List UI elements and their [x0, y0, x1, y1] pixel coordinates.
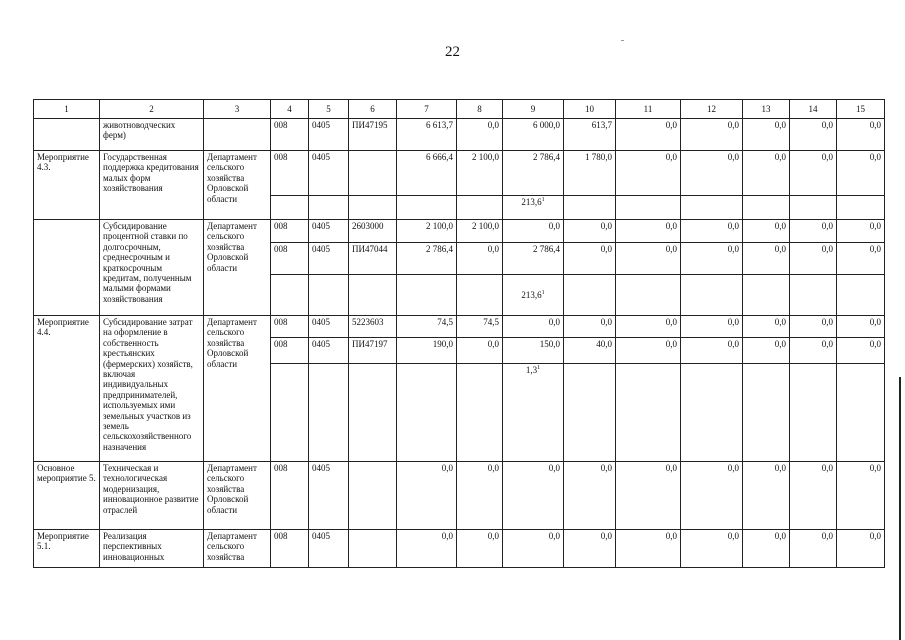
value-cell: 0,0	[790, 530, 837, 568]
value-cell: 74,5	[397, 316, 457, 338]
value-cell: 0,0	[616, 243, 681, 275]
value-cell: 0,0	[837, 530, 885, 568]
csr-cell	[349, 462, 397, 530]
value-cell: 0,0	[564, 243, 616, 275]
footnote-mark: 1	[541, 289, 545, 296]
code-cell: 008	[271, 151, 309, 196]
table-row-m51	[34, 530, 885, 568]
section-cell: 0405	[309, 530, 349, 568]
value-cell: 0,0	[564, 220, 616, 243]
value-cell: 0,0	[790, 220, 837, 243]
table-row-m43	[34, 151, 885, 196]
column-header: 11	[616, 100, 681, 119]
value-cell: 2 786,4	[397, 243, 457, 275]
csr-cell: ПИ47195	[349, 119, 397, 151]
value-cell: 0,0	[681, 119, 743, 151]
section-cell: 0405	[309, 151, 349, 196]
table-row-m44-a	[34, 316, 885, 338]
table-row-sub43-a	[34, 220, 885, 243]
code-cell: 008	[271, 119, 309, 151]
footnote-mark: 1	[537, 365, 541, 371]
column-header: 1	[34, 100, 100, 119]
value-cell: 40,0	[564, 338, 616, 364]
value-cell: 0,0	[743, 316, 790, 338]
code-cell: 008	[271, 462, 309, 530]
value-cell: 0,0	[837, 220, 885, 243]
column-header: 4	[271, 100, 309, 119]
value-cell: 0,0	[503, 530, 564, 568]
value-cell: 2 100,0	[457, 151, 503, 196]
value-cell: 0,0	[790, 151, 837, 196]
column-header: 3	[204, 100, 271, 119]
value-cell: 0,0	[457, 530, 503, 568]
csr-cell	[349, 530, 397, 568]
csr-cell	[349, 151, 397, 196]
column-header: 7	[397, 100, 457, 119]
value-cell: 0,0	[837, 338, 885, 364]
item-name-cell: Реализация перспективных инновационных	[100, 530, 204, 568]
item-label-cell	[34, 220, 100, 316]
csr-cell: ПИ47197	[349, 338, 397, 364]
value-cell: 0,0	[564, 530, 616, 568]
value-cell: 0,0	[457, 119, 503, 151]
item-name-cell: Государственная поддержка кредитования малых форм хозяйствования	[100, 151, 204, 220]
item-label-cell: Основное мероприятие 5.	[34, 462, 100, 530]
value-cell: 2 100,0	[397, 220, 457, 243]
item-label-cell: Мероприятие 4.3.	[34, 151, 100, 220]
department-cell: Департамент сельского хозяйства Орловской области	[204, 316, 271, 462]
value-cell: 190,0	[397, 338, 457, 364]
item-name-cell: животноводческих ферм)	[100, 119, 204, 151]
value-cell: 0,0	[790, 119, 837, 151]
value-cell: 0,0	[790, 243, 837, 275]
department-cell: Департамент сельского хозяйства Орловской области	[204, 220, 271, 316]
item-name-cell: Субсидирование затрат на оформление в собственность крестьянских (фермерских) хозяйств, включая индивидуальных предпринимателей, используемых ими земельных участков из земель сельскохозяйственного назначения	[100, 316, 204, 462]
value-cell: 0,0	[681, 530, 743, 568]
value-cell: 0,0	[837, 462, 885, 530]
value-cell: 0,0	[790, 462, 837, 530]
footnote-value-cell: 213,6$^1$	[503, 196, 564, 220]
csr-cell: 5223603	[349, 316, 397, 338]
value-cell: 0,0	[616, 338, 681, 364]
footnote-value-cell: 213,6$^1$	[503, 275, 564, 316]
value-cell: 0,0	[743, 462, 790, 530]
value-cell: 0,0	[616, 462, 681, 530]
item-label-cell: Мероприятие 4.4.	[34, 316, 100, 462]
value-cell: 0,0	[743, 220, 790, 243]
value-cell: 0,0	[564, 316, 616, 338]
footnote-mark: 1	[541, 197, 545, 203]
page-edge-line	[899, 377, 901, 640]
value-cell: 2 100,0	[457, 220, 503, 243]
section-cell: 0405	[309, 462, 349, 530]
value-cell: 0,0	[616, 530, 681, 568]
value-cell: 0,0	[837, 151, 885, 196]
value-cell: 0,0	[681, 462, 743, 530]
code-cell: 008	[271, 220, 309, 243]
column-header: 8	[457, 100, 503, 119]
table-row-continued	[34, 119, 885, 151]
value-cell: 0,0	[503, 316, 564, 338]
budget-table	[33, 99, 885, 568]
value-cell: 0,0	[837, 243, 885, 275]
value-cell: 0,0	[743, 119, 790, 151]
value-cell: 0,0	[457, 338, 503, 364]
item-name-cell: Субсидирование процентной ставки по долгосрочным, среднесрочным и краткосрочным кредитам, полученным малыми формами хозяйствования	[100, 220, 204, 316]
header-row	[34, 100, 885, 119]
code-cell: 008	[271, 243, 309, 275]
item-name-cell: Техническая и технологическая модернизация, инновационное развитие отраслей	[100, 462, 204, 530]
column-header: 14	[790, 100, 837, 119]
column-header: 15	[837, 100, 885, 119]
value-cell: 6 613,7	[397, 119, 457, 151]
column-header: 6	[349, 100, 397, 119]
section-cell: 0405	[309, 243, 349, 275]
value-cell: 0,0	[681, 316, 743, 338]
csr-cell: 2603000	[349, 220, 397, 243]
value-cell: 1 780,0	[564, 151, 616, 196]
table-row-om5	[34, 462, 885, 530]
footnote-value-cell: $1,3^1$	[503, 364, 564, 462]
value-cell: 6 000,0	[503, 119, 564, 151]
department-cell: Департамент сельского хозяйства Орловской области	[204, 462, 271, 530]
value-cell: 0,0	[743, 338, 790, 364]
value-cell: 2 786,4	[503, 243, 564, 275]
column-header: 12	[681, 100, 743, 119]
value-cell: 0,0	[457, 243, 503, 275]
code-cell: 008	[271, 530, 309, 568]
value-cell: 0,0	[790, 338, 837, 364]
value-cell: 0,0	[681, 220, 743, 243]
value-cell: 150,0	[503, 338, 564, 364]
page-number: 22	[445, 44, 460, 60]
value-cell: 0,0	[616, 220, 681, 243]
column-header: 10	[564, 100, 616, 119]
value-cell: 0,0	[457, 462, 503, 530]
department-cell: Департамент сельского хозяйства Орловской области	[204, 151, 271, 220]
item-label-cell: Мероприятие 5.1.	[34, 530, 100, 568]
column-header: 5	[309, 100, 349, 119]
value-cell: 0,0	[837, 119, 885, 151]
value-cell: 0,0	[681, 243, 743, 275]
value-cell: 0,0	[503, 220, 564, 243]
value-cell: 0,0	[790, 316, 837, 338]
value-cell: 0,0	[837, 316, 885, 338]
value-cell: 2 786,4	[503, 151, 564, 196]
code-cell: 008	[271, 338, 309, 364]
csr-cell: ПИ47044	[349, 243, 397, 275]
value-cell: 0,0	[743, 151, 790, 196]
value-cell: 0,0	[616, 119, 681, 151]
column-header: 9	[503, 100, 564, 119]
value-cell: 0,0	[503, 462, 564, 530]
section-cell: 0405	[309, 338, 349, 364]
value-cell: 0,0	[616, 316, 681, 338]
code-cell: 008	[271, 316, 309, 338]
value-cell: 0,0	[681, 338, 743, 364]
department-cell	[204, 119, 271, 151]
value-cell: 0,0	[397, 462, 457, 530]
value-cell: 0,0	[564, 462, 616, 530]
department-cell: Департамент сельского хозяйства	[204, 530, 271, 568]
column-header: 13	[743, 100, 790, 119]
column-header: 2	[100, 100, 204, 119]
value-cell: 6 666,4	[397, 151, 457, 196]
value-cell: 74,5	[457, 316, 503, 338]
value-cell: 0,0	[681, 151, 743, 196]
item-label-cell	[34, 119, 100, 151]
section-cell: 0405	[309, 316, 349, 338]
value-cell: 0,0	[743, 530, 790, 568]
section-cell: 0405	[309, 220, 349, 243]
scan-speck	[621, 40, 624, 41]
value-cell: 0,0	[743, 243, 790, 275]
value-cell: 613,7	[564, 119, 616, 151]
section-cell: 0405	[309, 119, 349, 151]
value-cell: 0,0	[616, 151, 681, 196]
value-cell: 0,0	[397, 530, 457, 568]
